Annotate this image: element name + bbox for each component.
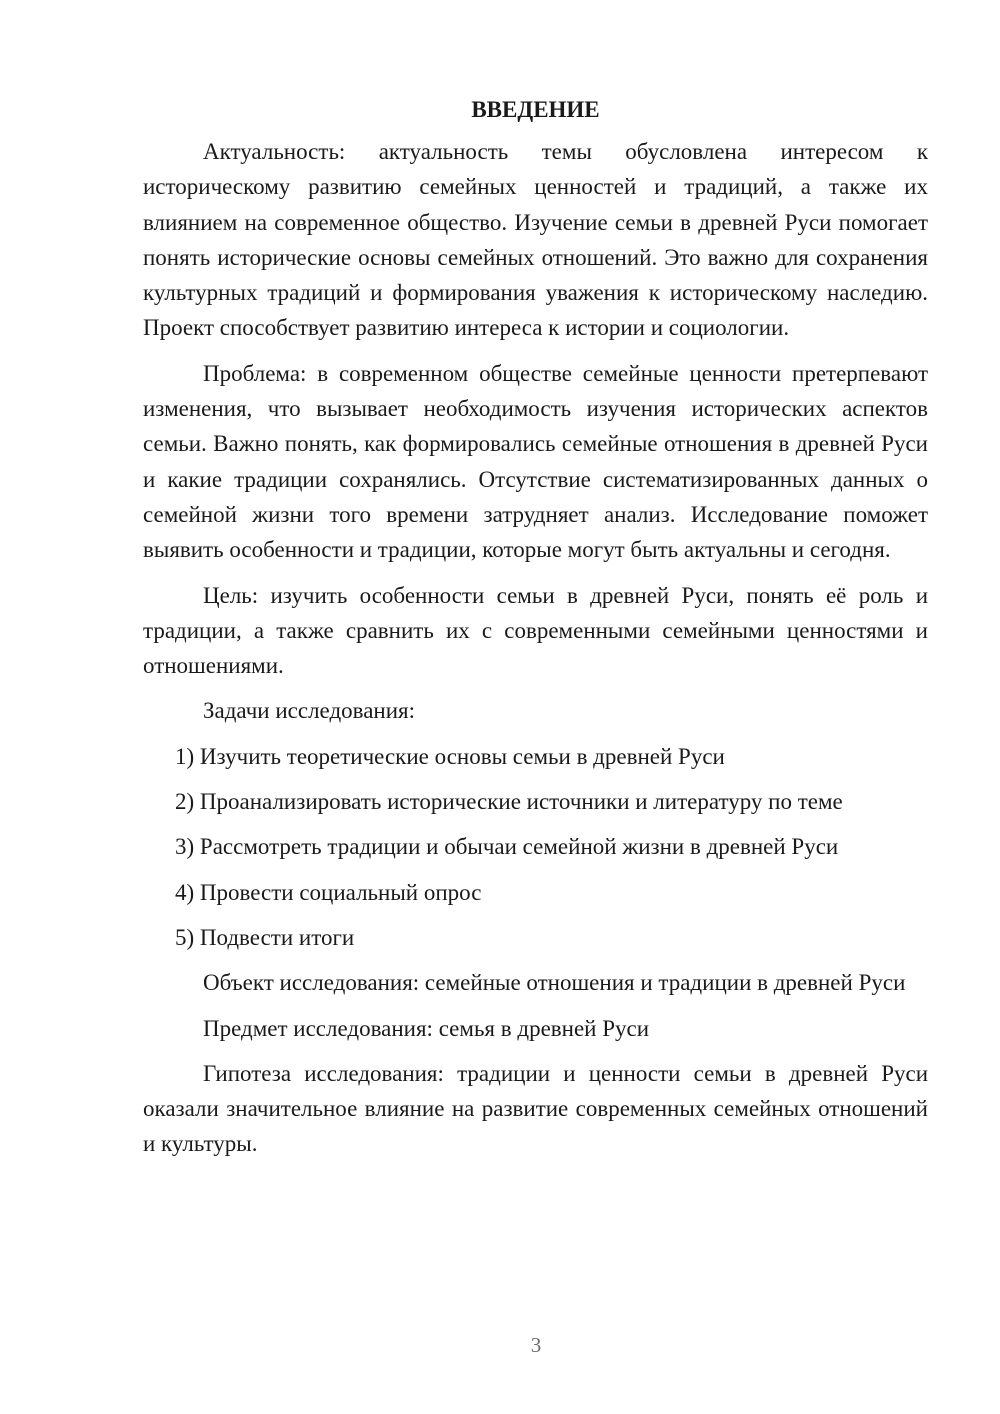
- task-item: 5) Подвести итоги: [175, 924, 355, 950]
- tasks-heading: Задачи исследования:: [203, 698, 416, 724]
- task-item: 4) Провести социальный опрос: [175, 879, 482, 905]
- object-paragraph: Объект исследования: семейные отношения и традиции в древней Руси: [203, 970, 906, 996]
- tasks-list: [143, 739, 928, 955]
- problem-paragraph: Проблема: в современном обществе семейные ценности претерпевают изменения, что вызывает необходимость изучения исторических аспектов семьи. Важно понять, как формировались семейные отношения в древней Руси и какие традиции сохранялись. Отсутствие систематизированных данных о семейной жизни того времени затрудняет анализ. Исследование поможет выявить особенности и традиции, которые могут быть актуальны и сегодня.: [143, 360, 928, 563]
- task-item: 2) Проанализировать исторические источники и литературу по теме: [175, 789, 843, 815]
- goal-paragraph: Цель: изучить особенности семьи в древней Руси, понять её роль и традиции, а также сравнить их с современными семейными ценностями и отношениями.: [143, 582, 928, 679]
- subject-paragraph: Предмет исследования: семья в древней Руси: [203, 1015, 650, 1041]
- task-item: 3) Рассмотреть традиции и обычаи семейной жизни в древней Руси: [175, 834, 839, 860]
- document-page: [143, 92, 928, 1172]
- page-number: 3: [530, 1333, 542, 1357]
- relevance-paragraph: Актуальность: актуальность темы обусловлена интересом к историческому развитию семейных ценностей и традиций, а также их влиянием на современное общество. Изучение семьи в древней Руси помогает понять исторические основы семейных отношений. Это важно для сохранения культурных традиций и формирования уважения к историческому наследию. Проект способствует развитию интереса к истории и социологии.: [143, 139, 928, 341]
- hypothesis-paragraph: Гипотеза исследования: традиции и ценности семьи в древней Руси оказали значительное влияние на развитие современных семейных отношений и культуры.: [143, 1060, 928, 1157]
- section-title: ВВЕДЕНИЕ: [471, 97, 600, 122]
- task-item: 1) Изучить теоретические основы семьи в древней Руси: [175, 743, 725, 769]
